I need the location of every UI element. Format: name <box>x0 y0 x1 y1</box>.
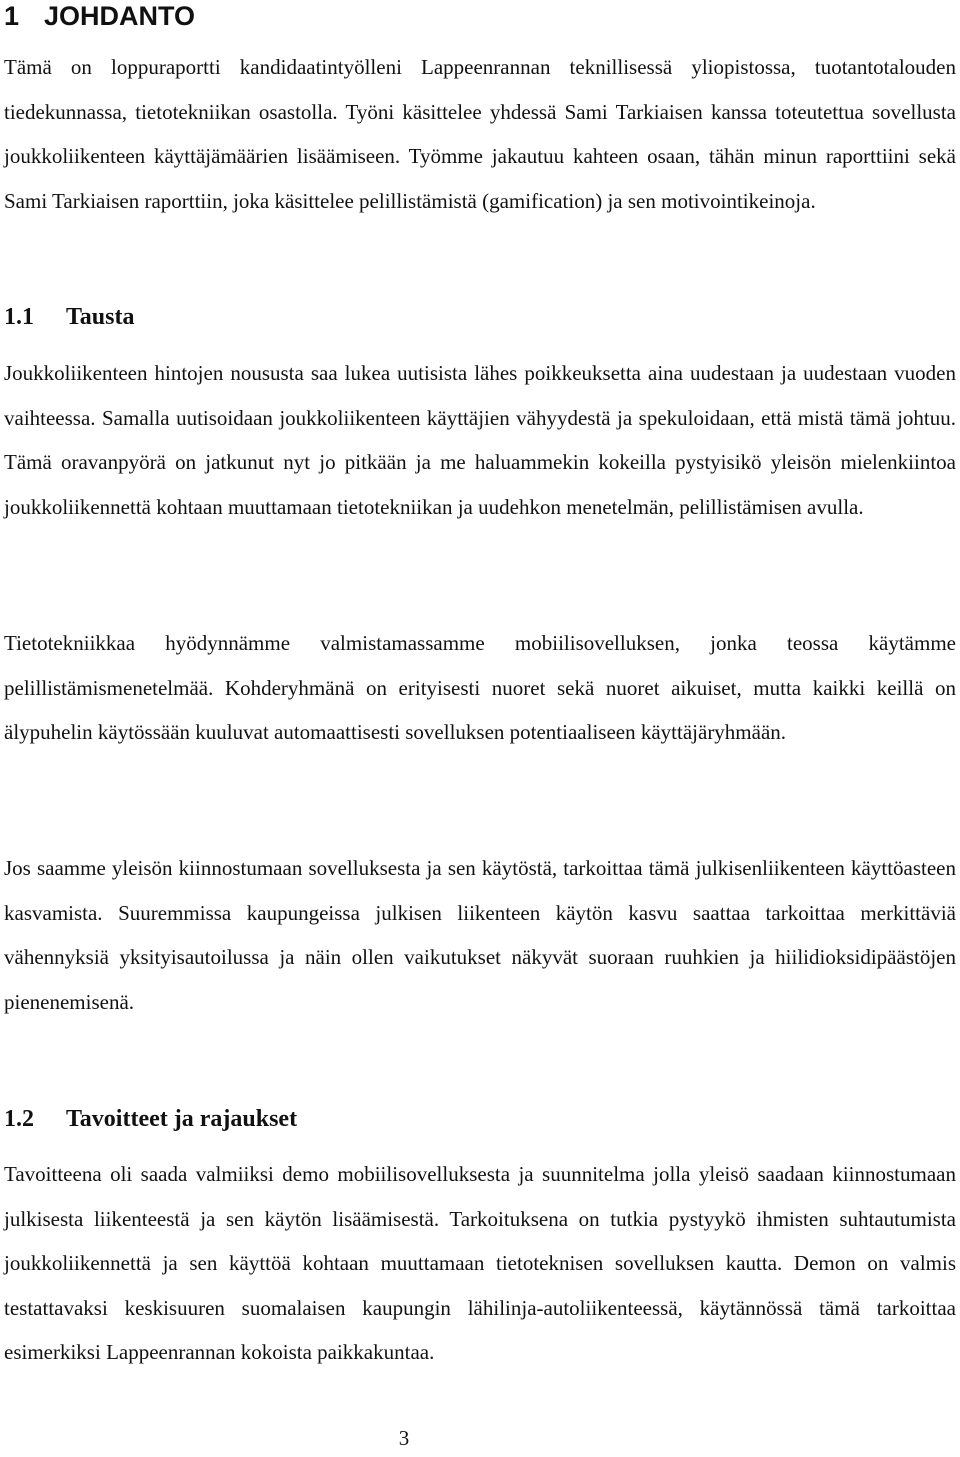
intro-paragraph: Tämä on loppuraportti kandidaatintyölleni Lappeenrannan teknillisessä yliopistossa, tuotantotalouden tiedekunnassa, tietotekniikan osastolla. Työni käsittelee yhdessä Sami Tarkiaisen kanssa toteutettua sovellusta joukkoliikenteen käyttäjämäärien lisäämiseen. Työmme jakautuu kahteen osaan, tähän minun raporttiini sekä Sami Tarkiaisen raporttiin, joka käsittelee pelillistämistä (gamification) ja sen motivointikeinoja. <box>4 55 956 213</box>
section-heading-tavoitteet <box>4 1104 297 1134</box>
tausta-paragraph-1: Joukkoliikenteen hintojen noususta saa lukea uutisista lähes poikkeuksetta aina uudestaan ja uudestaan vuoden vaihteessa. Samalla uutisoidaan joukkoliikenteen käyttäjien vähyydestä ja spekuloidaan, että mistä tämä johtuu. Tämä oravanpyörä on jatkunut nyt jo pitkään ja me haluammekin kokeilla pystyisikö yleisön mielenkiintoa joukkoliikennettä kohtaan muuttamaan tietotekniikan ja uudehkon menetelmän, pelillistämisen avulla. <box>4 361 956 519</box>
page-number: 3 <box>398 1426 410 1450</box>
chapter-title: JOHDANTO <box>44 1 196 31</box>
section-title: Tavoitteet ja rajaukset <box>66 1106 298 1132</box>
chapter-heading <box>4 0 195 32</box>
tausta-paragraph-3: Jos saamme yleisön kiinnostumaan sovelluksesta ja sen käytöstä, tarkoittaa tämä julkisenliikenteen käyttöasteen kasvamista. Suuremmissa kaupungeissa julkisen liikenteen käytön kasvu saattaa tarkoittaa merkittäviä vähennyksiä yksityisautoilussa ja näin ollen vaikutukset näkyvät suoraan ruuhkien ja hiilidioksidipäästöjen pienenemisenä. <box>4 856 956 1014</box>
tausta-paragraph-2: Tietotekniikkaa hyödynnämme valmistamassamme mobiilisovelluksen, jonka teossa käytämme pelillistämismenetelmää. Kohderyhmänä on erityisesti nuoret sekä nuoret aikuiset, mutta kaikki keillä on älypuhelin käytössään kuuluvat automaattisesti sovelluksen potentiaaliseen käyttäjäryhmään. <box>4 631 956 744</box>
tavoitteet-paragraph-1: Tavoitteena oli saada valmiiksi demo mobiilisovelluksesta ja suunnitelma jolla yleisö saadaan kiinnostumaan julkisesta liikenteestä ja sen käytön lisäämisestä. Tarkoituksena on tutkia pystyykö ihmisten suhtautumista joukkoliikennettä ja sen käyttöä kohtaan muuttamaan tietoteknisen sovelluksen kautta. Demon on valmis testattavaksi keskisuuren suomalaisen kaupungin lähilinja-autoliikenteessä, käytännössä tämä tarkoittaa esimerkiksi Lappeenrannan kokoista paikkakuntaa. <box>4 1162 956 1364</box>
section-number: 1.1 <box>4 304 34 330</box>
section-heading-tausta <box>4 302 134 332</box>
chapter-number: 1 <box>4 1 20 31</box>
section-title: Tausta <box>66 304 135 330</box>
section-number: 1.2 <box>4 1106 34 1132</box>
